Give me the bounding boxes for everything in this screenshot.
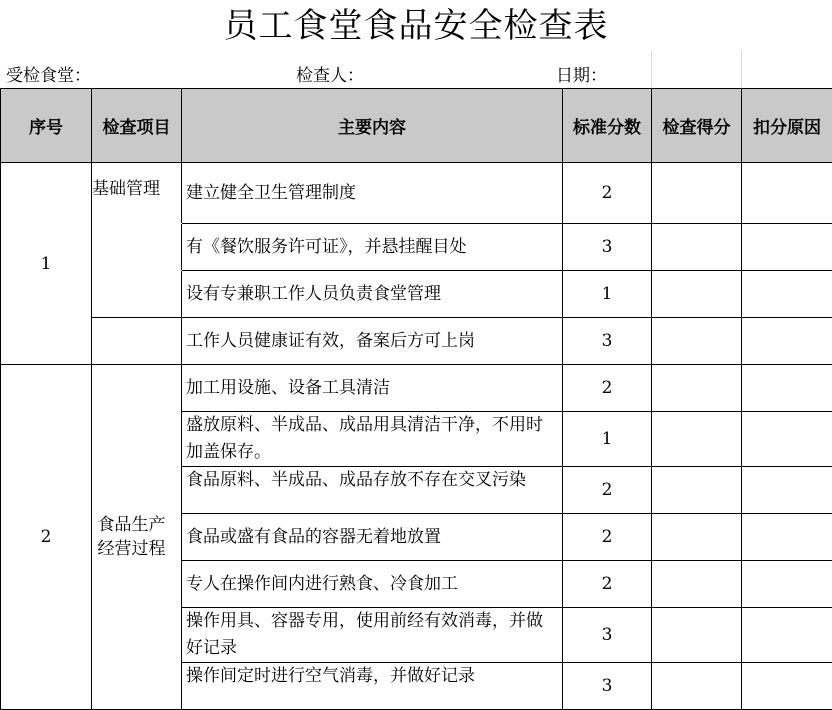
score-cell[interactable]: [652, 271, 742, 318]
content-cell: 食品或盛有食品的容器无着地放置: [182, 514, 563, 561]
table-row: [1, 224, 832, 271]
reason-cell[interactable]: [742, 163, 832, 224]
content-cell: 操作间定时进行空气消毒，并做好记录: [182, 663, 563, 710]
score-cell[interactable]: [652, 608, 742, 663]
gridline: [741, 50, 743, 88]
standard-cell: 2: [563, 467, 652, 514]
content-cell: 食品原料、半成品、成品存放不存在交叉污染: [182, 467, 563, 514]
content-cell: 专人在操作间内进行熟食、冷食加工: [182, 561, 563, 608]
standard-cell: 3: [563, 663, 652, 710]
content-cell: 加工用设施、设备工具清洁: [182, 365, 563, 412]
header-seq: 序号: [1, 89, 92, 163]
score-cell[interactable]: [652, 514, 742, 561]
standard-cell: 2: [563, 561, 652, 608]
standard-cell: 2: [563, 514, 652, 561]
item-cell: [92, 365, 182, 710]
reason-cell[interactable]: [742, 412, 832, 467]
item-cell: [92, 224, 182, 271]
date-label: 日期：: [556, 50, 607, 88]
score-cell[interactable]: [652, 318, 742, 365]
seq-cell: 2: [1, 365, 92, 710]
header-score: 检查得分: [652, 89, 742, 163]
header-item: 检查项目: [92, 89, 182, 163]
score-cell[interactable]: [652, 561, 742, 608]
reason-cell[interactable]: [742, 365, 832, 412]
reason-cell[interactable]: [742, 318, 832, 365]
score-cell[interactable]: [652, 365, 742, 412]
canteen-label: 受检食堂：: [6, 50, 91, 88]
item-cell: [92, 318, 182, 365]
header-content: 主要内容: [182, 89, 563, 163]
gridline: [651, 50, 653, 88]
reason-cell[interactable]: [742, 467, 832, 514]
score-cell[interactable]: [652, 412, 742, 467]
reason-cell[interactable]: [742, 271, 832, 318]
score-cell[interactable]: [652, 224, 742, 271]
sheet-title: 员工食堂食品安全检查表: [0, 0, 832, 50]
inspector-label: 检查人：: [296, 50, 364, 88]
reason-cell[interactable]: [742, 514, 832, 561]
score-cell[interactable]: [652, 467, 742, 514]
content-cell: 操作用具、容器专用，使用前经有效消毒，并做好记录: [182, 608, 563, 663]
content-cell: 盛放原料、半成品、成品用具清洁干净，不用时加盖保存。: [182, 412, 563, 467]
standard-cell: 3: [563, 318, 652, 365]
header-standard: 标准分数: [563, 89, 652, 163]
standard-cell: 3: [563, 224, 652, 271]
reason-cell[interactable]: [742, 608, 832, 663]
table-row: [1, 318, 832, 365]
content-cell: 工作人员健康证有效，备案后方可上岗: [182, 318, 563, 365]
inspection-table: [0, 88, 832, 710]
content-cell: 有《餐饮服务许可证》，并悬挂醒目处: [182, 224, 563, 271]
score-cell[interactable]: [652, 163, 742, 224]
standard-cell: 1: [563, 271, 652, 318]
table-row: [1, 365, 832, 412]
standard-cell: 1: [563, 412, 652, 467]
reason-cell[interactable]: [742, 663, 832, 710]
item-cell: [92, 271, 182, 318]
table-row: [1, 271, 832, 318]
content-cell: 设有专兼职工作人员负责食堂管理: [182, 271, 563, 318]
table-row: [1, 163, 832, 224]
reason-cell[interactable]: [742, 224, 832, 271]
item-cell: 基础管理: [92, 163, 182, 224]
seq-cell: 1: [1, 163, 92, 365]
header-reason: 扣分原因: [742, 89, 832, 163]
score-cell[interactable]: [652, 663, 742, 710]
standard-cell: 2: [563, 365, 652, 412]
standard-cell: 2: [563, 163, 652, 224]
content-cell: 建立健全卫生管理制度: [182, 163, 563, 224]
reason-cell[interactable]: [742, 561, 832, 608]
standard-cell: 3: [563, 608, 652, 663]
header-row: [1, 89, 832, 163]
item-label: 食品生产经营过程: [98, 513, 176, 561]
